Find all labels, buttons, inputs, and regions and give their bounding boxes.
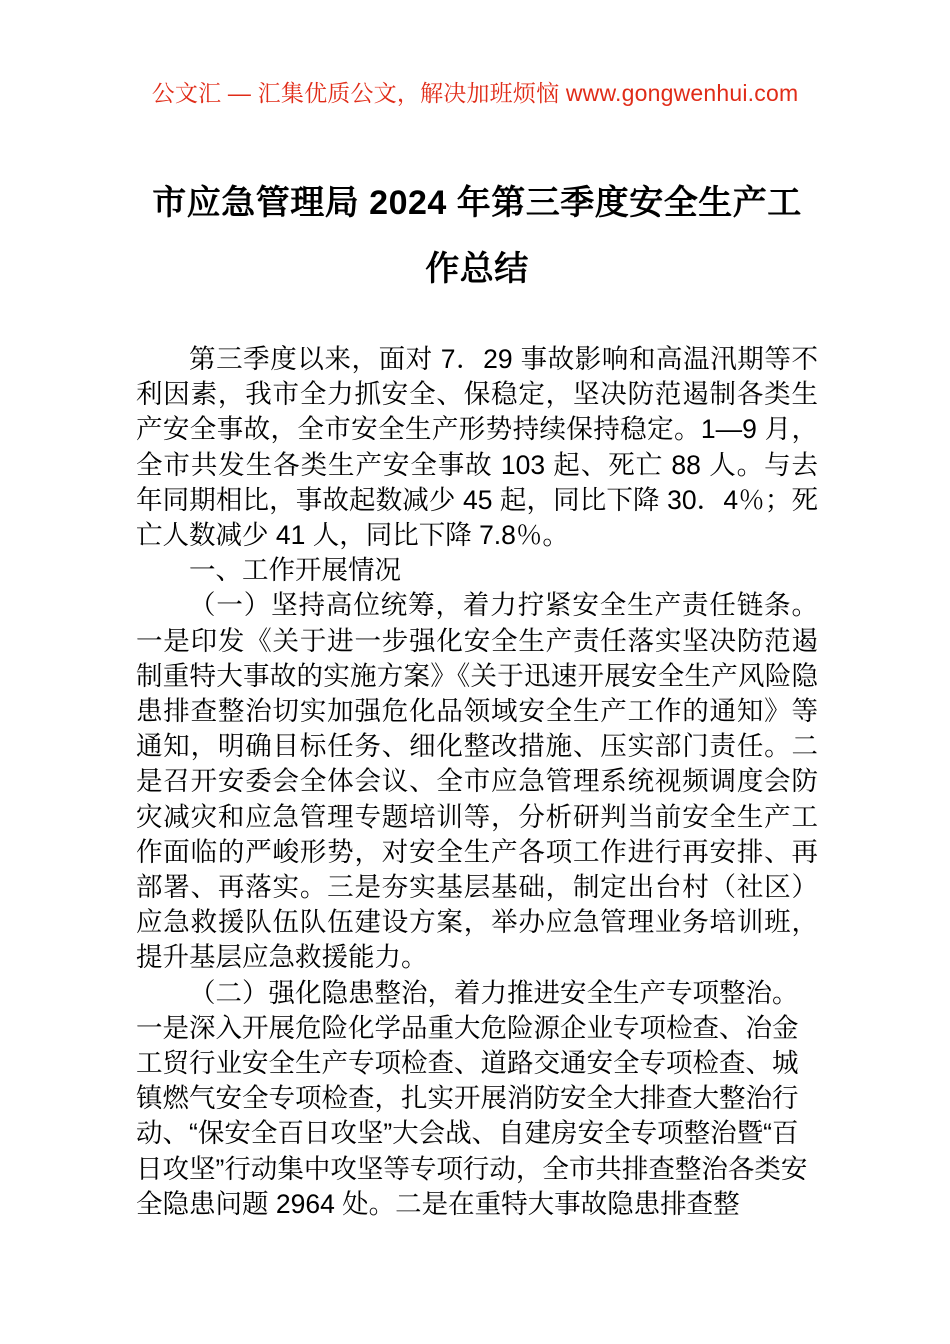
paragraph-subsection-two: （二）强化隐患整治，着力推进安全生产专项整治。一是深入开展危险化学品重大危险源企业专项检查、冶金工贸行业安全生产专项检查、道路交通安全专项检查、城镇燃气安全专项检查，扎实开展消防安全大排查大整治行动、“保安全百日攻坚”大会战、自建房安全专项整治暨“百日攻坚”行动集中攻坚等专项行动，全市共排查整治各类安全隐患问题 2964 处。二是在重特大事故隐患排查整 xyxy=(136,977,808,1219)
document-body xyxy=(136,342,818,1222)
paragraph-subsection-one: （一）坚持高位统筹，着力拧紧安全生产责任链条。一是印发《关于进一步强化安全生产责任落实坚决防范遏制重特大事故的实施方案》《关于迅速开展安全生产风险隐患排查整治切实加强危化品领域安全生产工作的通知》等通知，明确目标任务、细化整改措施、压实部门责任。二是召开安委会全体会议、全市应急管理系统视频调度会防灾减灾和应急管理专题培训等，分析研判当前安全生产工作面临的严峻形势，对安全生产各项工作进行再安排、再部署、再落实。三是夯实基层基础，制定出台村（社区）应急救援队伍队伍建设方案，举办应急管理业务培训班，提升基层应急救援能力。 xyxy=(136,590,818,973)
paragraph-summary-statistics: 第三季度以来，面对 7．29 事故影响和高温汛期等不利因素，我市全力抓安全、保稳定，坚决防范遏制各类生产安全事故，全市安全生产形势持续保持稳定。1—9 月，全市共发生各类生产安全事故 103 起、死亡 88 人。与去年同期相比，事故起数减少 45 起，同比下降 30．4％；死亡人数减少 41 人，同比下降 7.8％。 xyxy=(136,344,818,551)
document-title: 市应急管理局 2024 年第三季度安全生产工作总结 xyxy=(152,184,802,288)
document-content xyxy=(136,170,818,1222)
site-watermark-banner: 公文汇 — 汇集优质公文，解决加班烦恼 www.gongwenhui.com xyxy=(151,80,799,106)
heading-section-one: 一、工作开展情况 xyxy=(189,555,401,586)
